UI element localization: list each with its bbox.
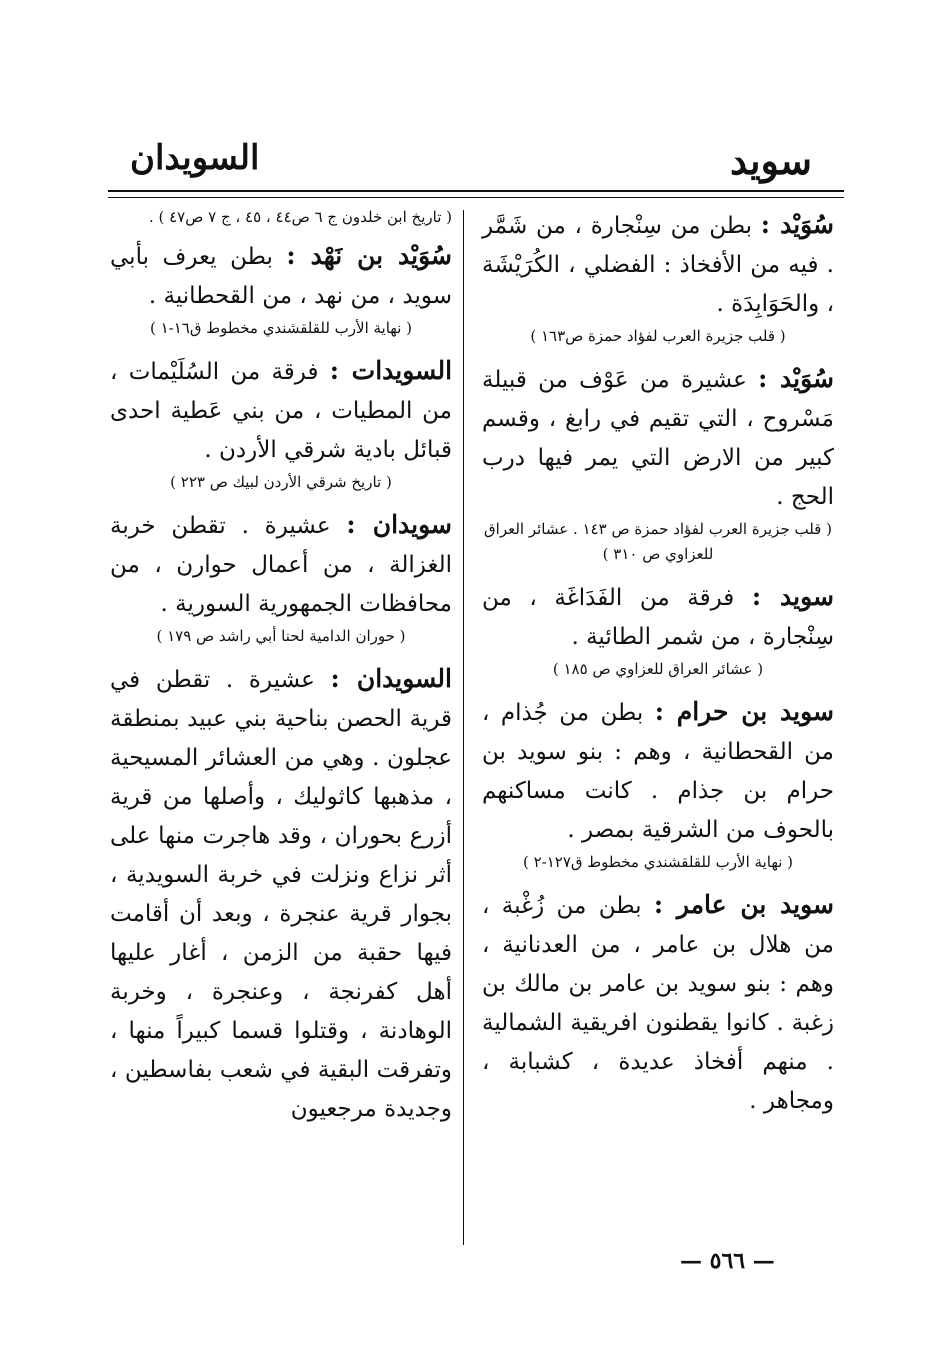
entry-term: سُوَيْد : (760, 210, 835, 239)
header-rule (108, 190, 844, 192)
entry (482, 577, 834, 657)
entry-text: عشيرة . تقطن في قرية الحصن بناحية بني عبيد بمنطقة عجلون . وهي من العشائر المسيحية ، مذهبها كاثوليك ، وأصلها من قرية أزرع بحوران ، وقد هاجرت منها على أثر نزاع ونزلت في خربة السويدية ، بجوار قرية عنجرة ، وبعد أن أقامت فيها حقبة من الزمن ، أغار عليها أهل كفرنجة ، وعنجرة ، وخربة الوهادنة ، وقتلوا قسما كبيراً منها ، وتفرقت البقية في شعب بفاسطين ، وجديدة مرجعيون (110, 667, 452, 1122)
running-header-right: سويد (730, 138, 812, 183)
entry-term: سويد : (751, 582, 835, 611)
entry (110, 236, 452, 316)
entry-term: سُوَيْد : (758, 364, 834, 393)
header-rule-thin (108, 197, 844, 198)
entry-text: عشيرة . تقطن خربة الغزالة ، من أعمال حوارن ، من محافظات الجمهورية السورية . (110, 513, 452, 617)
entry-term: سويدان : (346, 510, 452, 539)
entry-text: بطن من سِنْجارة ، من شَمَّر . فيه من الأفخاذ : الفضلي ، الكُرَيْشَة ، والحَوَابِدَة . (482, 213, 834, 317)
right-column (482, 205, 834, 1121)
source-citation: ( قلب جزيرة العرب لفؤاد حمزة ص١٦٣ ) (530, 327, 786, 345)
entry-term: السويدات : (329, 356, 453, 385)
entry-term: سُوَيْد بن نَهْد : (286, 241, 452, 270)
entry-term: سويد بن عامر : (653, 890, 834, 919)
entry (110, 659, 452, 1129)
entry (482, 692, 834, 850)
column-divider (463, 210, 464, 1245)
source-citation: ( قلب جزيرة العرب لفؤاد حمزة ص ١٤٣ . عشائر العراق للعزاوي ص ٣١٠ ) (484, 520, 832, 563)
entry (482, 205, 834, 324)
entry (482, 885, 834, 1121)
entry-text: فرقة من السُلَيْمات ، من المطيات ، من بني عَطية احدى قبائل بادية شرقي الأردن . (110, 359, 452, 463)
source-citation: ( عشائر العراق للعزاوي ص ١٨٥ ) (552, 660, 764, 678)
entry-text: بطن يعرف بأبي سويد ، من نهد ، من القحطانية . (110, 244, 452, 309)
source-citation: ( نهاية الأرب للقلقشندي مخطوط ق١٦-١ ) (149, 319, 413, 337)
entry-text: بطن من زُغْبة ، من هلال بن عامر ، من العدنانية ، وهم : بنو سويد بن عامر بن مالك بن زغبة . كانوا يقطنون افريقية الشمالية . منهم أفخاذ عديدة ، كشبابة ، ومجاهر . (482, 893, 834, 1114)
left-column (110, 205, 452, 1129)
source-citation: ( نهاية الأرب للقلقشندي مخطوط ق١٢٧-٢ ) (522, 853, 794, 871)
running-header-left: السويدان (130, 138, 260, 178)
entry-term: سويد بن حرام : (654, 697, 834, 726)
entry-text: فرقة من الفَدَاغَة ، من سِنْجارة ، من شمر الطائية . (482, 585, 834, 650)
entry-term: السويدان : (330, 664, 452, 693)
entry-text: بطن من جُذام ، من القحطانية ، وهم : بنو سويد بن حرام بن جذام . كانت مساكنهم بالحوف من الشرقية بمصر . (482, 700, 834, 843)
source-citation: ( تاريخ شرقي الأردن لبيك ص ٢٢٣ ) (170, 473, 392, 491)
source-citation: ( تاريخ ابن خلدون ج ٦ ص٤٤ ، ٤٥ ، ج ٧ ص٤٧ ) . (148, 208, 452, 226)
entry-text: عشيرة من عَوْف من قبيلة مَسْروح ، التي تقيم في رابغ ، وقسم كبير من الارض التي يمر فيها درب الحج . (482, 367, 834, 510)
entry (110, 505, 452, 624)
entry (110, 351, 452, 470)
page-number: — ٥٦٦ — (680, 1248, 775, 1274)
entry (482, 359, 834, 517)
source-citation: ( حوران الدامية لحنا أبي راشد ص ١٧٩ ) (156, 627, 406, 645)
